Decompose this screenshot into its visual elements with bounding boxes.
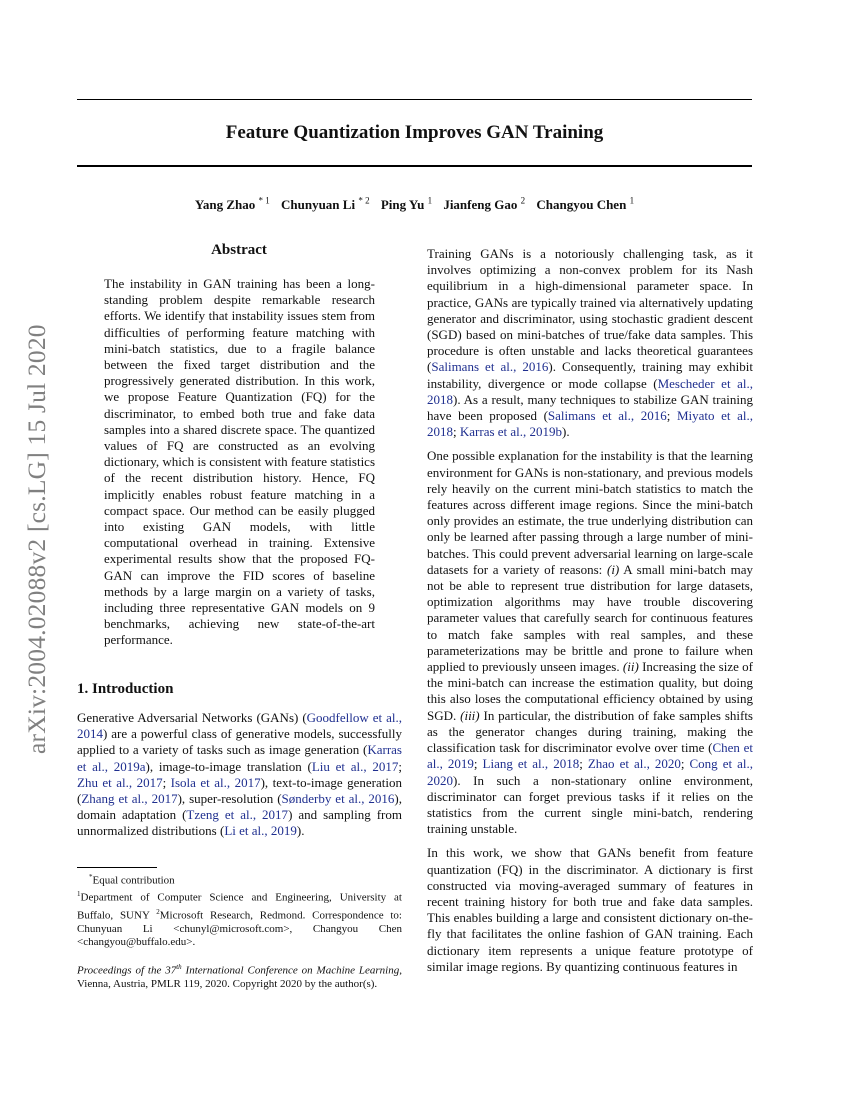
enumeration-marker: (i) — [606, 561, 620, 577]
citation-link[interactable]: Salimans et al., 2016 — [547, 408, 667, 424]
abstract-heading: Abstract — [211, 242, 267, 258]
text: ), super-resolution ( — [177, 791, 282, 807]
footnotes — [77, 871, 402, 992]
text: Proceedings of the 37 — [77, 964, 177, 977]
text: International Conference on Machine Learning — [181, 964, 400, 977]
author — [195, 197, 270, 212]
citation-link[interactable]: Karras et al., 2019a — [77, 742, 402, 774]
text: ) are a powerful class of generative models, successfully applied to a variety of tasks such as image generation ( — [77, 726, 402, 758]
text: ; — [398, 758, 402, 774]
text: Microsoft Research, Redmond. Correspondence to: Chunyuan Li <chunyl@microsoft.com>, Changyou Chen <changyou@buffalo.edu>. — [77, 909, 402, 949]
author-name: Changyou Chen — [536, 197, 627, 213]
footnote-mark: 2 — [156, 907, 160, 916]
text: Equal contribution — [92, 874, 175, 887]
enumeration-marker: (ii) — [622, 659, 639, 675]
author — [536, 197, 634, 212]
text: ; — [453, 424, 460, 440]
text: ), text-to-image generation ( — [77, 774, 402, 807]
abstract-body — [104, 276, 375, 657]
introduction-right-column — [427, 246, 753, 983]
text: Generative Adversarial Networks (GANs) ( — [77, 710, 307, 725]
author-name: Ping Yu — [380, 197, 425, 213]
citation-link[interactable]: Karras et al., 2019b — [459, 424, 563, 440]
footnote-affiliations — [77, 888, 402, 950]
text: In particular, the distribution of fake samples shifts as the generator changes during training, making the classification task for discriminator evolve over time ( — [427, 707, 753, 756]
author-name: Jianfeng Gao — [443, 197, 518, 213]
citation-link[interactable]: Goodfellow et al., 2014 — [77, 710, 402, 742]
citation-link[interactable]: Liu et al., 2017 — [311, 758, 399, 774]
abstract-text: The instability in GAN training has been a long-standing problem despite remarkable research efforts. We identify that instability issues stem from difficulties of performing feature matching with mini-batch statistics, due to a fragile balance between the fixed target distribution and the progressively generated distribution. In this work, we propose Feature Quantization (FQ) for the discriminator, to embed both true and fake data samples into a shared discrete space. The quantized values of FQ are constructed as an evolving dictionary, which is consistent with feature statistics of the recent distribution history. Hence, FQ implicitly enables robust feature matching in a compact space. Our method can be easily plugged into existing GAN models, with little computational overhead in training. Extensive experimental results show that the proposed FQ-GAN can improve the FID scores of baseline methods by a large margin on a variety of tasks, including three representative GAN models on 9 benchmarks, achieving new state-of-the-art performance. — [104, 276, 376, 648]
text: ). In such a non-stationary online environment, discriminator can forget previous tasks if it relies on the statistics from the current single mini-batch, rendering training unstable. — [427, 772, 753, 837]
citation-link[interactable]: Miyato et al., 2018 — [427, 408, 753, 440]
citation-link[interactable]: Isola et al., 2017 — [170, 774, 261, 790]
text: ; — [473, 756, 483, 772]
author — [443, 197, 525, 212]
author-affiliation-mark: 2 — [520, 196, 526, 206]
author-affiliation-mark: * 1 — [258, 196, 270, 206]
text: ). Consequently, training may exhibit instability, divergence or mode collapse ( — [427, 359, 753, 391]
intro-paragraph-1 — [77, 710, 402, 840]
text: Increasing the size of the mini-batch can increase the estimation quality, but doing this also loses the computational efficiency obtained by using SGD. — [427, 659, 754, 723]
author-name: Yang Zhao — [194, 197, 256, 213]
author-name: Chunyuan Li — [281, 197, 356, 213]
text: A small mini-batch may not be able to represent true distribution for large datasets, optimization algorithms may have trouble discovering parameter values that carefully search for continuous features to match fake samples with real samples, and these parameterizations may be brittle and prone to failure when applied to previously unseen images. — [427, 561, 753, 675]
text: ; — [680, 756, 690, 772]
text: Department of Computer Science and Engineering, University at Buffalo, SUNY — [77, 891, 402, 922]
footnote-equal-contribution — [77, 871, 402, 888]
text: Training GANs is a notoriously challenging task, as it involves optimizing a non-convex problem for its Nash equilibrium in a high-dimensional parameter space. In practice, GANs are typically trained via alternatively updating generator and discriminator, using stochastic gradient descent (SGD) based on mini-batches of true/fake data samples. This procedure is often unstable and lacks theoretical guarantees ( — [427, 246, 753, 375]
citation-link[interactable]: Salimans et al., 2016 — [431, 359, 549, 375]
citation-link[interactable]: Zhu et al., 2017 — [77, 774, 163, 790]
intro-paragraph-3 — [427, 448, 753, 837]
citation-link[interactable]: Li et al., 2019 — [224, 823, 297, 839]
text: , Vienna, Austria, PMLR 119, 2020. Copyright 2020 by the author(s). — [77, 964, 402, 991]
citation-link[interactable]: Zhao et al., 2020 — [587, 756, 681, 772]
text: ; — [162, 774, 171, 790]
section-heading-introduction: 1. Introduction — [77, 681, 174, 697]
text: ) and sampling from unnormalized distributions ( — [77, 807, 402, 839]
citation-link[interactable]: Chen et al., 2019 — [427, 740, 754, 772]
arxiv-identifier-stamp: arXiv:2004.02088v2 [cs.LG] 15 Jul 2020 — [22, 324, 51, 754]
text: One possible explanation for the instability is that the learning environment for GANs is non-stationary, and previous models rely heavily on the current mini-batch statistics to match the features across different image regions. Since the mini-batch only provides an estimate, the true underlying distribution can only be learned after passing through a large number of mini-batches. This could prevent adversarial learning on large-scale datasets for a variety of reasons: — [427, 448, 753, 577]
text: ). — [562, 424, 570, 440]
text: ), domain adaptation ( — [77, 791, 402, 823]
citation-link[interactable]: Tzeng et al., 2017 — [186, 807, 289, 823]
footnote-mark: * — [89, 873, 93, 881]
intro-paragraph-4: In this work, we show that GANs benefit from feature quantization (FQ) in the discriminator. A dictionary is first constructed via moving-averaged summary of features in recent training history for both true and fake data samples. This enables building a large and consistent dictionary on-the-fly that facilitates the online fashion of GAN training. Each dictionary item represents a unique feature prototype of similar image regions. By quantizing continuous features in — [427, 845, 753, 974]
author-affiliation-mark: * 2 — [358, 196, 370, 206]
text: ; — [579, 756, 588, 772]
footnote-rule — [77, 867, 157, 868]
footnote-mark: 1 — [77, 890, 81, 899]
enumeration-marker: (iii) — [460, 707, 480, 723]
intro-paragraph-2 — [427, 246, 753, 440]
introduction-left-column — [77, 710, 402, 848]
title-bottom-rule — [77, 165, 752, 167]
title-top-rule — [77, 99, 752, 100]
text: ; — [666, 408, 677, 424]
text: th — [176, 962, 182, 971]
text: ). As a result, many techniques to stabilize GAN training have been proposed ( — [427, 391, 753, 424]
paper-title: Feature Quantization Improves GAN Training — [225, 122, 604, 143]
citation-link[interactable]: Zhang et al., 2017 — [81, 791, 178, 807]
citation-link[interactable]: Liang et al., 2018 — [482, 756, 580, 772]
footnote-proceedings — [77, 961, 402, 992]
text: ), image-to-image translation ( — [145, 758, 312, 774]
author — [281, 197, 370, 212]
author-list — [77, 196, 752, 213]
author — [381, 197, 432, 212]
citation-link[interactable]: Cong et al., 2020 — [427, 756, 753, 788]
author-affiliation-mark: 1 — [629, 196, 635, 206]
citation-link[interactable]: Mescheder et al., 2018 — [427, 375, 753, 407]
author-affiliation-mark: 1 — [427, 196, 433, 206]
citation-link[interactable]: Sønderby et al., 2016 — [281, 791, 395, 807]
text: ). — [296, 823, 305, 839]
